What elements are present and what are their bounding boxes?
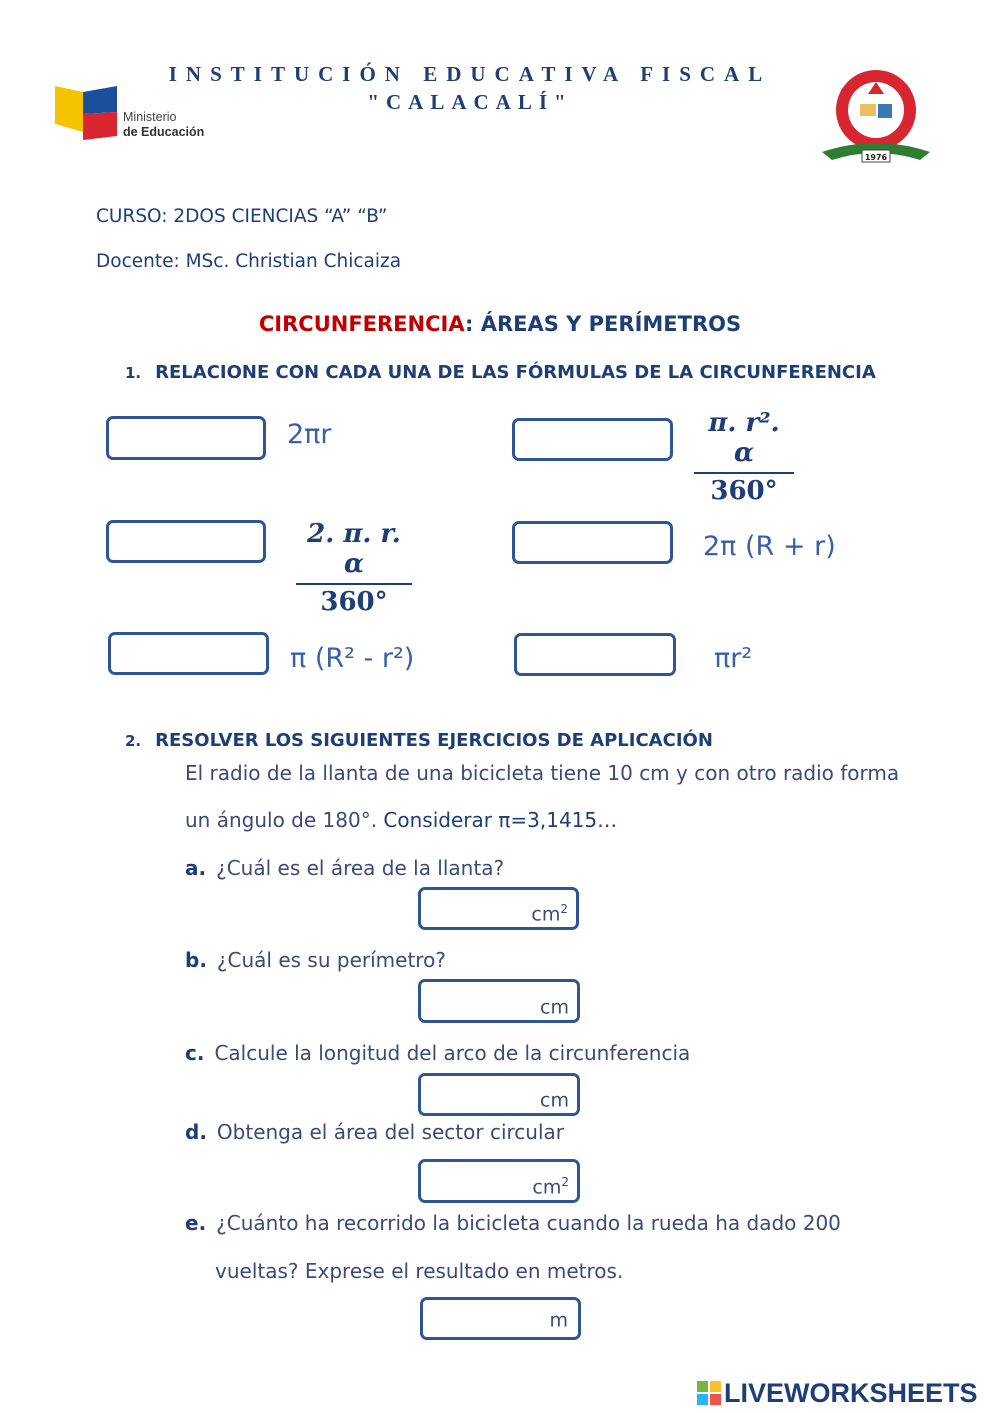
institution-name: "CALACALÍ" bbox=[367, 90, 573, 114]
liveworksheets-logo-icon bbox=[697, 1381, 721, 1405]
answer-input-d[interactable] bbox=[418, 1159, 580, 1203]
question-d-text: Obtenga el área del sector circular bbox=[216, 1120, 565, 1144]
question-d-letter: d. bbox=[185, 1120, 207, 1144]
question-d bbox=[185, 1120, 564, 1144]
unit-e: m bbox=[549, 1309, 568, 1331]
unit-c: cm bbox=[540, 1089, 569, 1111]
page-title bbox=[0, 312, 1000, 336]
unit-d: $cm^2$ bbox=[532, 1174, 569, 1198]
ministry-line1: Ministerio bbox=[123, 110, 177, 124]
school-logo bbox=[812, 64, 940, 168]
formula-arc-length bbox=[296, 519, 412, 617]
question-a-text: ¿Cuál es el área de la llanta? bbox=[216, 856, 505, 880]
formula-arc-length-denominator: 360° bbox=[320, 587, 388, 617]
match-input-6[interactable] bbox=[514, 633, 676, 676]
question-c-letter: c. bbox=[185, 1041, 205, 1065]
formula-arc-length-numerator: 2. π. r. α bbox=[296, 519, 412, 585]
section2-heading-text: RESOLVER LOS SIGUIENTES EJERCICIOS DE APLICACIÓN bbox=[155, 730, 713, 751]
problem-intro-line2-text: un ángulo de 180°. bbox=[185, 808, 378, 832]
docente-label: Docente: MSc. Christian Chicaiza bbox=[96, 251, 402, 272]
ministry-line2: de Educación bbox=[123, 125, 205, 139]
section2-heading bbox=[125, 730, 713, 751]
title-red-part: CIRCUNFERENCIA bbox=[258, 312, 465, 336]
school-logo-year: 1976 bbox=[864, 153, 888, 162]
unit-b: cm bbox=[540, 996, 569, 1018]
question-e bbox=[185, 1211, 841, 1235]
question-e-letter: e. bbox=[185, 1211, 207, 1235]
formula-sector-area bbox=[694, 408, 794, 506]
answer-input-e[interactable] bbox=[420, 1297, 581, 1340]
problem-intro-line2 bbox=[185, 808, 617, 832]
formula-sector-area-denominator: 360° bbox=[710, 476, 778, 506]
question-c-text: Calcule la longitud del arco de la circunferencia bbox=[214, 1041, 691, 1065]
formula-ring-perimeter: 2π (R + r) bbox=[703, 531, 836, 562]
formula-circle-area: πr² bbox=[714, 643, 753, 674]
title-rest: : ÁREAS Y PERÍMETROS bbox=[464, 312, 742, 336]
answer-input-b[interactable] bbox=[418, 979, 580, 1023]
formula-ring-area: π (R² - r²) bbox=[290, 643, 415, 674]
section1-heading bbox=[125, 362, 876, 383]
question-c bbox=[185, 1041, 690, 1065]
question-e-line2: vueltas? Exprese el resultado en metros. bbox=[215, 1259, 624, 1283]
problem-intro-line1: El radio de la llanta de una bicicleta tiene 10 cm y con otro radio forma bbox=[185, 761, 900, 785]
question-a bbox=[185, 856, 504, 880]
section1-number: 1. bbox=[125, 364, 142, 382]
ministry-logo bbox=[55, 84, 125, 144]
curso-label: CURSO: 2DOS CIENCIAS “A” “B” bbox=[96, 206, 388, 227]
question-a-letter: a. bbox=[185, 856, 207, 880]
ministry-text bbox=[123, 110, 204, 140]
match-input-3[interactable] bbox=[106, 520, 266, 563]
formula-circumference: 2πr bbox=[287, 419, 332, 450]
section1-heading-text: RELACIONE CON CADA UNA DE LAS FÓRMULAS DE LA CIRCUNFERENCIA bbox=[155, 362, 876, 383]
pi-note: Considerar π=3,1415… bbox=[383, 808, 618, 832]
liveworksheets-brand[interactable]: LIVEWORKSHEETS bbox=[724, 1378, 978, 1408]
match-input-5[interactable] bbox=[108, 632, 269, 675]
question-e-text: ¿Cuánto ha recorrido la bicicleta cuando la rueda ha dado 200 bbox=[216, 1211, 841, 1235]
unit-a: $cm^2$ bbox=[531, 901, 568, 925]
question-b-letter: b. bbox=[185, 948, 207, 972]
question-b-text: ¿Cuál es su perímetro? bbox=[216, 948, 446, 972]
match-input-1[interactable] bbox=[106, 416, 266, 460]
section2-number: 2. bbox=[125, 732, 142, 750]
institution-type: INSTITUCIÓN EDUCATIVA FISCAL bbox=[168, 62, 772, 86]
question-b bbox=[185, 948, 446, 972]
answer-input-a[interactable] bbox=[418, 887, 579, 930]
match-input-4[interactable] bbox=[512, 521, 673, 564]
formula-sector-area-numerator: π. r². α bbox=[694, 408, 794, 474]
answer-input-c[interactable] bbox=[418, 1073, 580, 1116]
match-input-2[interactable] bbox=[512, 418, 673, 461]
